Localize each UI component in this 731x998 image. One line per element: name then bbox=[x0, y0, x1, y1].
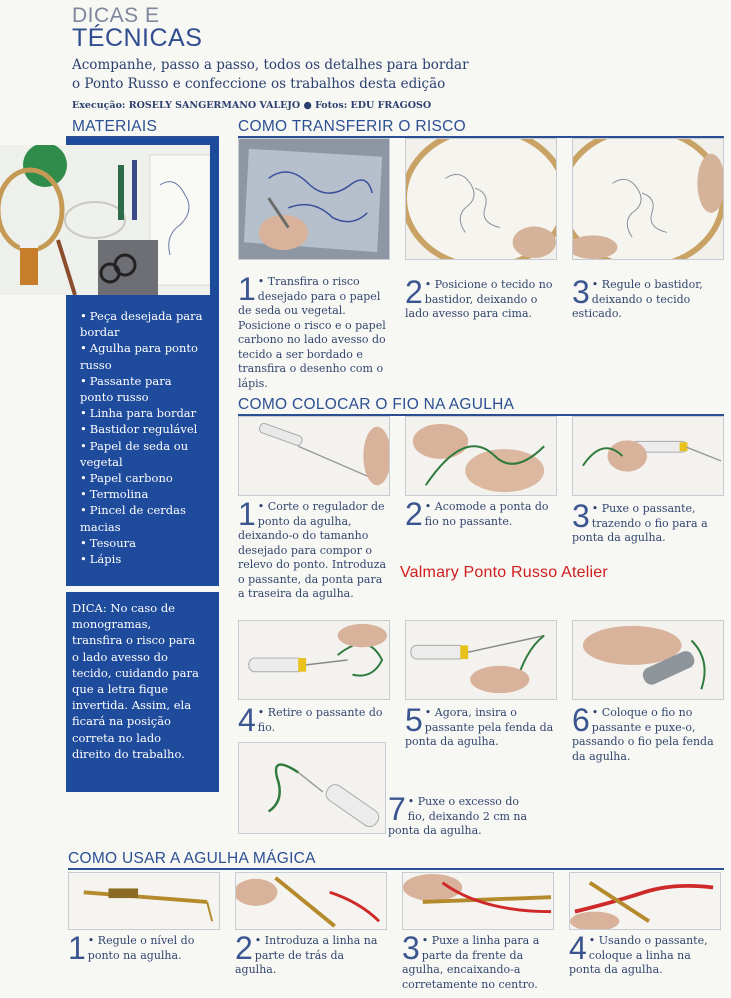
magic-photo-3 bbox=[402, 872, 554, 930]
step-text: • Transfira o risco desejado para o papel de seda ou vegetal. Posicione o risco e o papel carbono no lado avesso do tecido a ser bordado e transfira o desenho com o lápis. bbox=[238, 275, 386, 390]
magic-photo-4 bbox=[569, 872, 721, 930]
threading-step-1 bbox=[238, 496, 390, 602]
step-text: • Puxe o excesso do fio, deixando 2 cm na ponta da agulha. bbox=[388, 795, 528, 837]
threading-photo-5 bbox=[405, 620, 557, 700]
step-text: • Regule o nível do ponto na agulha. bbox=[87, 934, 195, 962]
threading-photo-6 bbox=[572, 620, 724, 700]
step-number: 3 bbox=[402, 930, 420, 966]
section-title-magic: COMO USAR A AGULHA MÁGICA bbox=[68, 850, 316, 867]
step-number: 4 bbox=[238, 702, 256, 738]
magic-step-3 bbox=[402, 930, 554, 992]
threading-step-3 bbox=[572, 498, 722, 546]
threading-step-2 bbox=[405, 496, 555, 532]
tip-text: DICA: No caso de monogramas, transfira o risco para o lado avesso do tecido, cuidando para que a letra fique invertida. Assim, ela ficará na posição correta no lado direito do trabalho. bbox=[72, 601, 199, 761]
magic-step-4 bbox=[569, 930, 721, 978]
watermark: Valmary Ponto Russo Atelier bbox=[400, 564, 608, 581]
step-number: 2 bbox=[405, 274, 423, 310]
threading-step-5 bbox=[405, 702, 555, 750]
materials-list bbox=[80, 308, 204, 567]
materials-rule bbox=[66, 136, 219, 138]
threading-photo-1 bbox=[238, 416, 390, 496]
transfer-photo-3 bbox=[572, 138, 724, 260]
materials-photo bbox=[0, 145, 210, 295]
page-subtitle: Acompanhe, passo a passo, todos os detalhes para bordar o Ponto Russo e confeccione os trabalhos desta edição bbox=[72, 57, 469, 92]
material-item: • Linha para bordar bbox=[80, 405, 204, 421]
page-title-line1: DICAS E bbox=[72, 4, 160, 27]
transfer-step-1 bbox=[238, 271, 390, 391]
transfer-step-2 bbox=[405, 274, 555, 322]
step-text: • Usando o passante, coloque a linha na ponta da agulha. bbox=[569, 934, 708, 976]
page-title-line2: TÉCNICAS bbox=[72, 24, 203, 52]
step-number: 3 bbox=[572, 274, 590, 310]
step-number: 1 bbox=[238, 271, 256, 307]
threading-photo-4 bbox=[238, 620, 390, 700]
material-item: • Papel carbono bbox=[80, 470, 204, 486]
material-item: • Tesoura bbox=[80, 535, 204, 551]
step-text: • Retire o passante do fio. bbox=[257, 706, 383, 734]
materials-title: MATERIAIS bbox=[72, 118, 158, 135]
transfer-step-3 bbox=[572, 274, 722, 322]
step-text: • Regule o bastidor, deixando o tecido esticado. bbox=[572, 278, 703, 320]
step-text: • Agora, insira o passante pela fenda da ponta da agulha. bbox=[405, 706, 554, 748]
step-text: • Corte o regulador de ponto da agulha, deixando-o do tamanho desejado para compor o relevo do ponto. Introduza o passante, da ponta para a traseira da agulha. bbox=[238, 500, 387, 600]
step-number: 1 bbox=[68, 930, 86, 966]
threading-step-4 bbox=[238, 702, 390, 738]
material-item: • Peça desejada para bordar bbox=[80, 308, 204, 340]
step-text: • Puxe a linha para a parte da frente da agulha, encaixando-a corretamente no centro. bbox=[402, 934, 540, 991]
threading-step-6 bbox=[572, 702, 722, 764]
step-number: 5 bbox=[405, 702, 423, 738]
step-text: • Coloque o fio no passante e puxe-o, passando o fio pela fenda da agulha. bbox=[572, 706, 714, 763]
magic-step-2 bbox=[235, 930, 387, 978]
threading-step-7 bbox=[388, 791, 538, 839]
credits: Execução: ROSELY SANGERMANO VALEJO ● Fotos: EDU FRAGOSO bbox=[72, 100, 432, 111]
step-text: • Posicione o tecido no bastidor, deixando o lado avesso para cima. bbox=[405, 278, 553, 320]
material-item: • Pincel de cerdas macias bbox=[80, 502, 204, 534]
material-item: • Passante para ponto russo bbox=[80, 373, 204, 405]
step-number: 7 bbox=[388, 791, 406, 827]
threading-photo-2 bbox=[405, 416, 557, 496]
magic-photo-1 bbox=[68, 872, 220, 930]
transfer-photo-1 bbox=[238, 138, 390, 260]
step-number: 1 bbox=[238, 496, 256, 532]
magic-photo-2 bbox=[235, 872, 387, 930]
section-rule-magic bbox=[68, 868, 724, 870]
section-title-transfer: COMO TRANSFERIR O RISCO bbox=[238, 118, 466, 135]
step-number: 4 bbox=[569, 930, 587, 966]
step-text: • Puxe o passante, trazendo o fio para a ponta da agulha. bbox=[572, 502, 708, 544]
step-number: 2 bbox=[405, 496, 423, 532]
threading-photo-3 bbox=[572, 416, 724, 496]
step-number: 2 bbox=[235, 930, 253, 966]
material-item: • Papel de seda ou vegetal bbox=[80, 438, 204, 470]
material-item: • Bastidor regulável bbox=[80, 421, 204, 437]
material-item: • Termolina bbox=[80, 486, 204, 502]
material-item: • Agulha para ponto russo bbox=[80, 340, 204, 372]
step-number: 3 bbox=[572, 498, 590, 534]
step-number: 6 bbox=[572, 702, 590, 738]
step-text: • Acomode a ponta do fio no passante. bbox=[424, 500, 549, 528]
step-text: • Introduza a linha na parte de trás da agulha. bbox=[235, 934, 378, 976]
magic-step-1 bbox=[68, 930, 220, 966]
material-item: • Lápis bbox=[80, 551, 204, 567]
section-title-threading: COMO COLOCAR O FIO NA AGULHA bbox=[238, 396, 515, 413]
threading-photo-7 bbox=[238, 742, 386, 834]
transfer-photo-2 bbox=[405, 138, 557, 260]
